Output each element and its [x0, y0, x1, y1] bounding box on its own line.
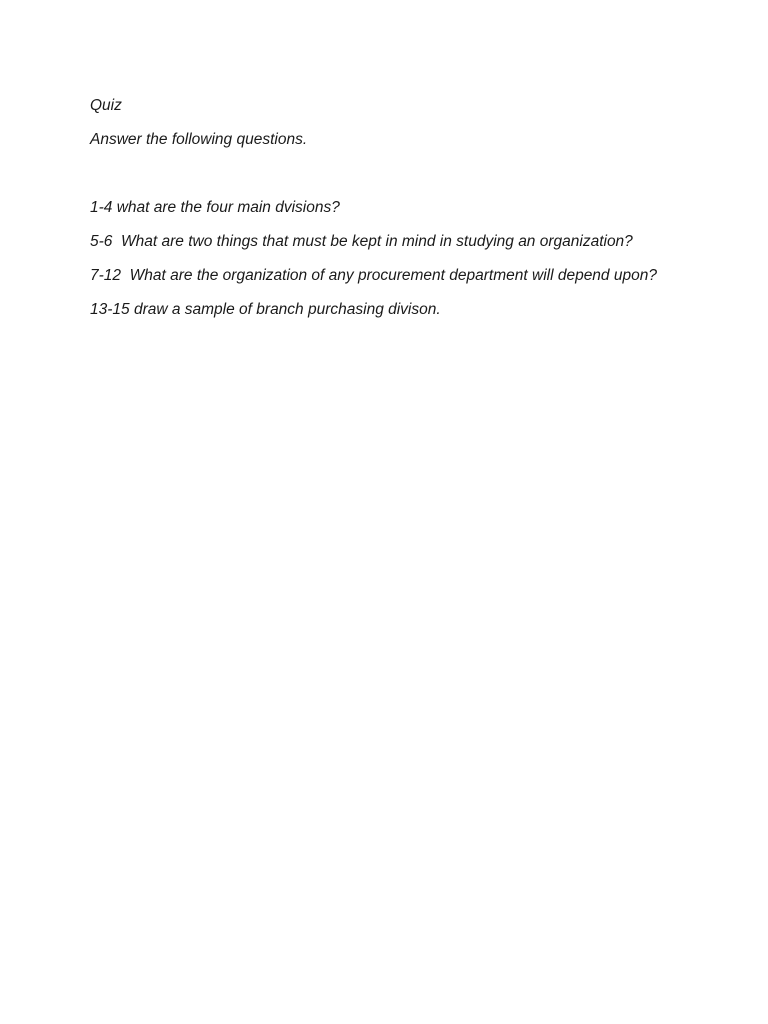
question-13-15: 13-15 draw a sample of branch purchasing divison.: [90, 301, 441, 318]
quiz-instruction: Answer the following questions.: [90, 131, 308, 148]
question-5-6: 5-6 What are two things that must be kept in mind in studying an organization?: [90, 233, 633, 250]
document-body: [90, 94, 680, 332]
question-7-12: 7-12 What are the organization of any procurement department will depend upon?: [90, 267, 657, 284]
quiz-title: Quiz: [90, 97, 122, 114]
question-1-4: 1-4 what are the four main dvisions?: [90, 199, 340, 216]
